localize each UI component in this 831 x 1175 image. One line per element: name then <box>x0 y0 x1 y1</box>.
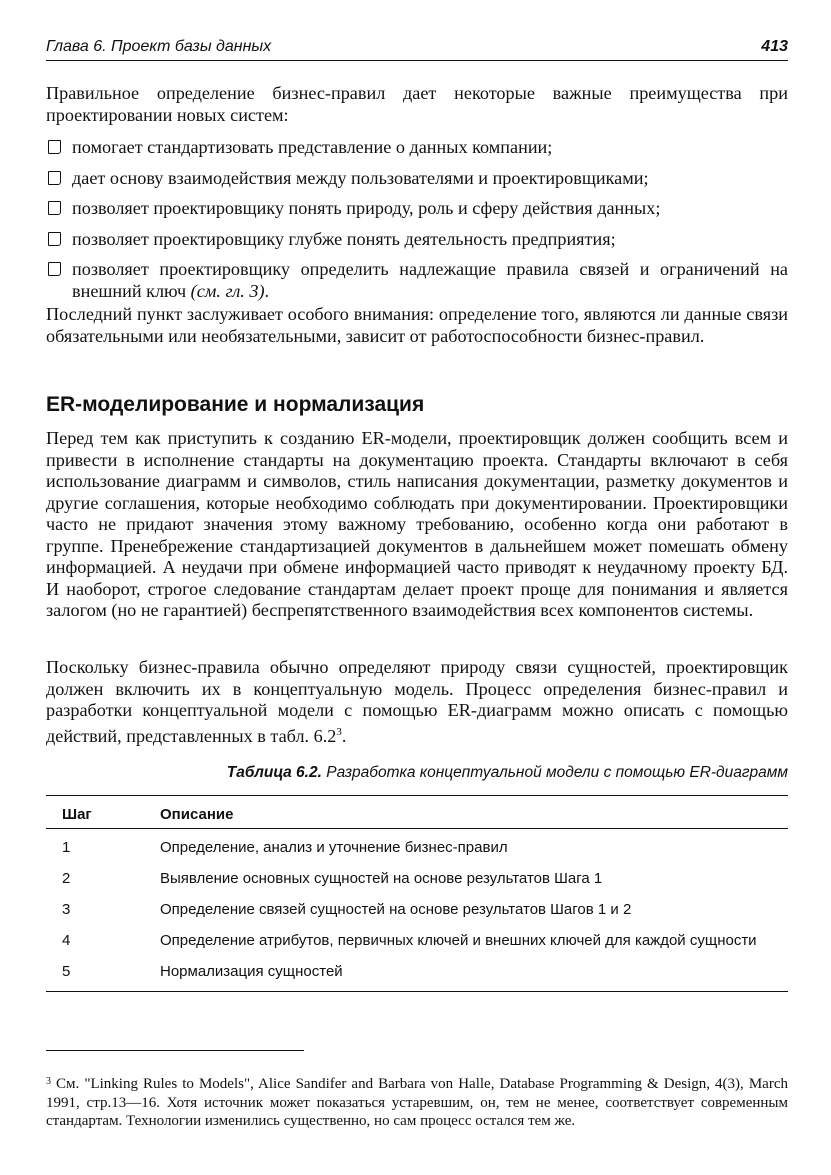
checkbox-bullet-icon <box>48 140 61 154</box>
table-caption <box>227 764 788 782</box>
list-item-text: позволяет проектировщику понять природу, роль и сферу действия данных; <box>72 198 661 218</box>
checkbox-bullet-icon <box>48 201 61 215</box>
table-caption-text: Разработка концептуальной модели с помощью ER-диаграмм <box>321 764 788 781</box>
step-description: Нормализация сущностей <box>160 963 343 980</box>
list-item <box>46 168 788 190</box>
list-item <box>46 198 788 220</box>
footnote-mark: 3 <box>46 1076 51 1087</box>
step-description: Определение атрибутов, первичных ключей и внешних ключей для каждой сущности <box>160 932 757 949</box>
step-number: 5 <box>62 963 71 980</box>
list-item-text: позволяет проектировщику определить надлежащие правила связей и ограничений на внешний ключ <box>72 259 788 301</box>
process-paragraph-end: . <box>341 725 347 746</box>
step-number: 1 <box>62 839 71 856</box>
footnote-separator <box>46 1050 304 1051</box>
step-description: Определение связей сущностей на основе результатов Шагов 1 и 2 <box>160 901 632 918</box>
list-item-text: помогает стандартизовать представление о данных компании; <box>72 137 553 157</box>
footnote <box>46 1073 788 1131</box>
table-caption-label: Таблица 6.2. <box>226 764 322 781</box>
table-bottom-rule <box>46 991 788 992</box>
steps-table <box>46 795 788 992</box>
list-item-text: дает основу взаимодействия между пользователями и проектировщиками; <box>72 167 649 188</box>
column-header-step: Шаг <box>62 806 92 823</box>
list-item <box>46 137 788 159</box>
step-number: 2 <box>62 870 71 887</box>
list-item-tail: . <box>264 280 270 301</box>
table-row <box>46 932 788 950</box>
process-paragraph <box>46 657 788 747</box>
list-item <box>46 259 788 302</box>
checkbox-bullet-icon <box>48 262 61 276</box>
emphasis-paragraph: Последний пункт заслуживает особого внимания: определение того, являются ли данные связи обязательными или необязательными, зависит от работоспособности бизнес-правил. <box>46 304 788 346</box>
step-description: Выявление основных сущностей на основе результатов Шага 1 <box>160 870 603 887</box>
chapter-title: Глава 6. Проект базы данных <box>46 38 272 55</box>
table-header-row <box>46 796 788 828</box>
table-row <box>46 870 788 888</box>
step-description: Определение, анализ и уточнение бизнес-правил <box>160 839 508 856</box>
checkbox-bullet-icon <box>48 232 61 246</box>
intro-paragraph: Правильное определение бизнес-правил дает некоторые важные преимущества при проектировании новых систем: <box>46 83 788 125</box>
list-item-text: позволяет проектировщику глубже понять деятельность предприятия; <box>72 228 616 249</box>
process-paragraph-text: Поскольку бизнес-правила обычно определяют природу связи сущностей, проектировщик должен включить их в концептуальную модель. Процесс определения бизнес-правил и разработки концептуальной модели с помощью ER-диаграмм можно описать с помощью действий, представленных в табл. 6.2 <box>46 657 788 746</box>
step-number: 4 <box>62 932 71 949</box>
checkbox-bullet-icon <box>48 171 61 185</box>
step-number: 3 <box>62 901 71 918</box>
running-head <box>46 38 788 61</box>
table-row <box>46 839 788 857</box>
column-header-description: Описание <box>160 806 234 823</box>
table-row <box>46 901 788 919</box>
footnote-reference: 3 <box>336 725 342 738</box>
section-heading: ER-моделирование и нормализация <box>46 393 425 416</box>
chapter-reference: (см. гл. 3) <box>190 280 265 301</box>
footnote-text: См. "Linking Rules to Models", Alice Sandifer and Barbara von Halle, Database Programming & Design, 4(3), March 1991, стр.13—16. Хотя источник может показаться устаревшим, он, тем не менее, соответствует современным стандартам. Технологии изменились существенно, но сам процесс остался тем же. <box>46 1076 788 1130</box>
table-row <box>46 963 788 981</box>
benefits-list <box>46 137 788 311</box>
table-header-rule <box>46 828 788 829</box>
page-number: 413 <box>761 38 788 55</box>
list-item <box>46 229 788 251</box>
standards-paragraph: Перед тем как приступить к созданию ER-модели, проектировщик должен сообщить всем и привести в исполнение стандарты на документацию проекта. Стандарты включают в себя использование диаграмм и символов, стиль написания документации, разметку документов и другие соглашения, которые необходимо соблюдать при документировании. Проектировщики часто не придают значения этому важному требованию, особенно когда они работают в группе. Пренебрежение стандартизацией документов в дальнейшем может помешать обмену информацией. А неудачи при обмене информацией часто приводят к неудачному проекту БД. И наоборот, строгое следование стандартам делает проект проще для понимания и является залогом (но не гарантией) беспрепятственного взаимодействия всех компонентов системы. <box>46 428 788 620</box>
